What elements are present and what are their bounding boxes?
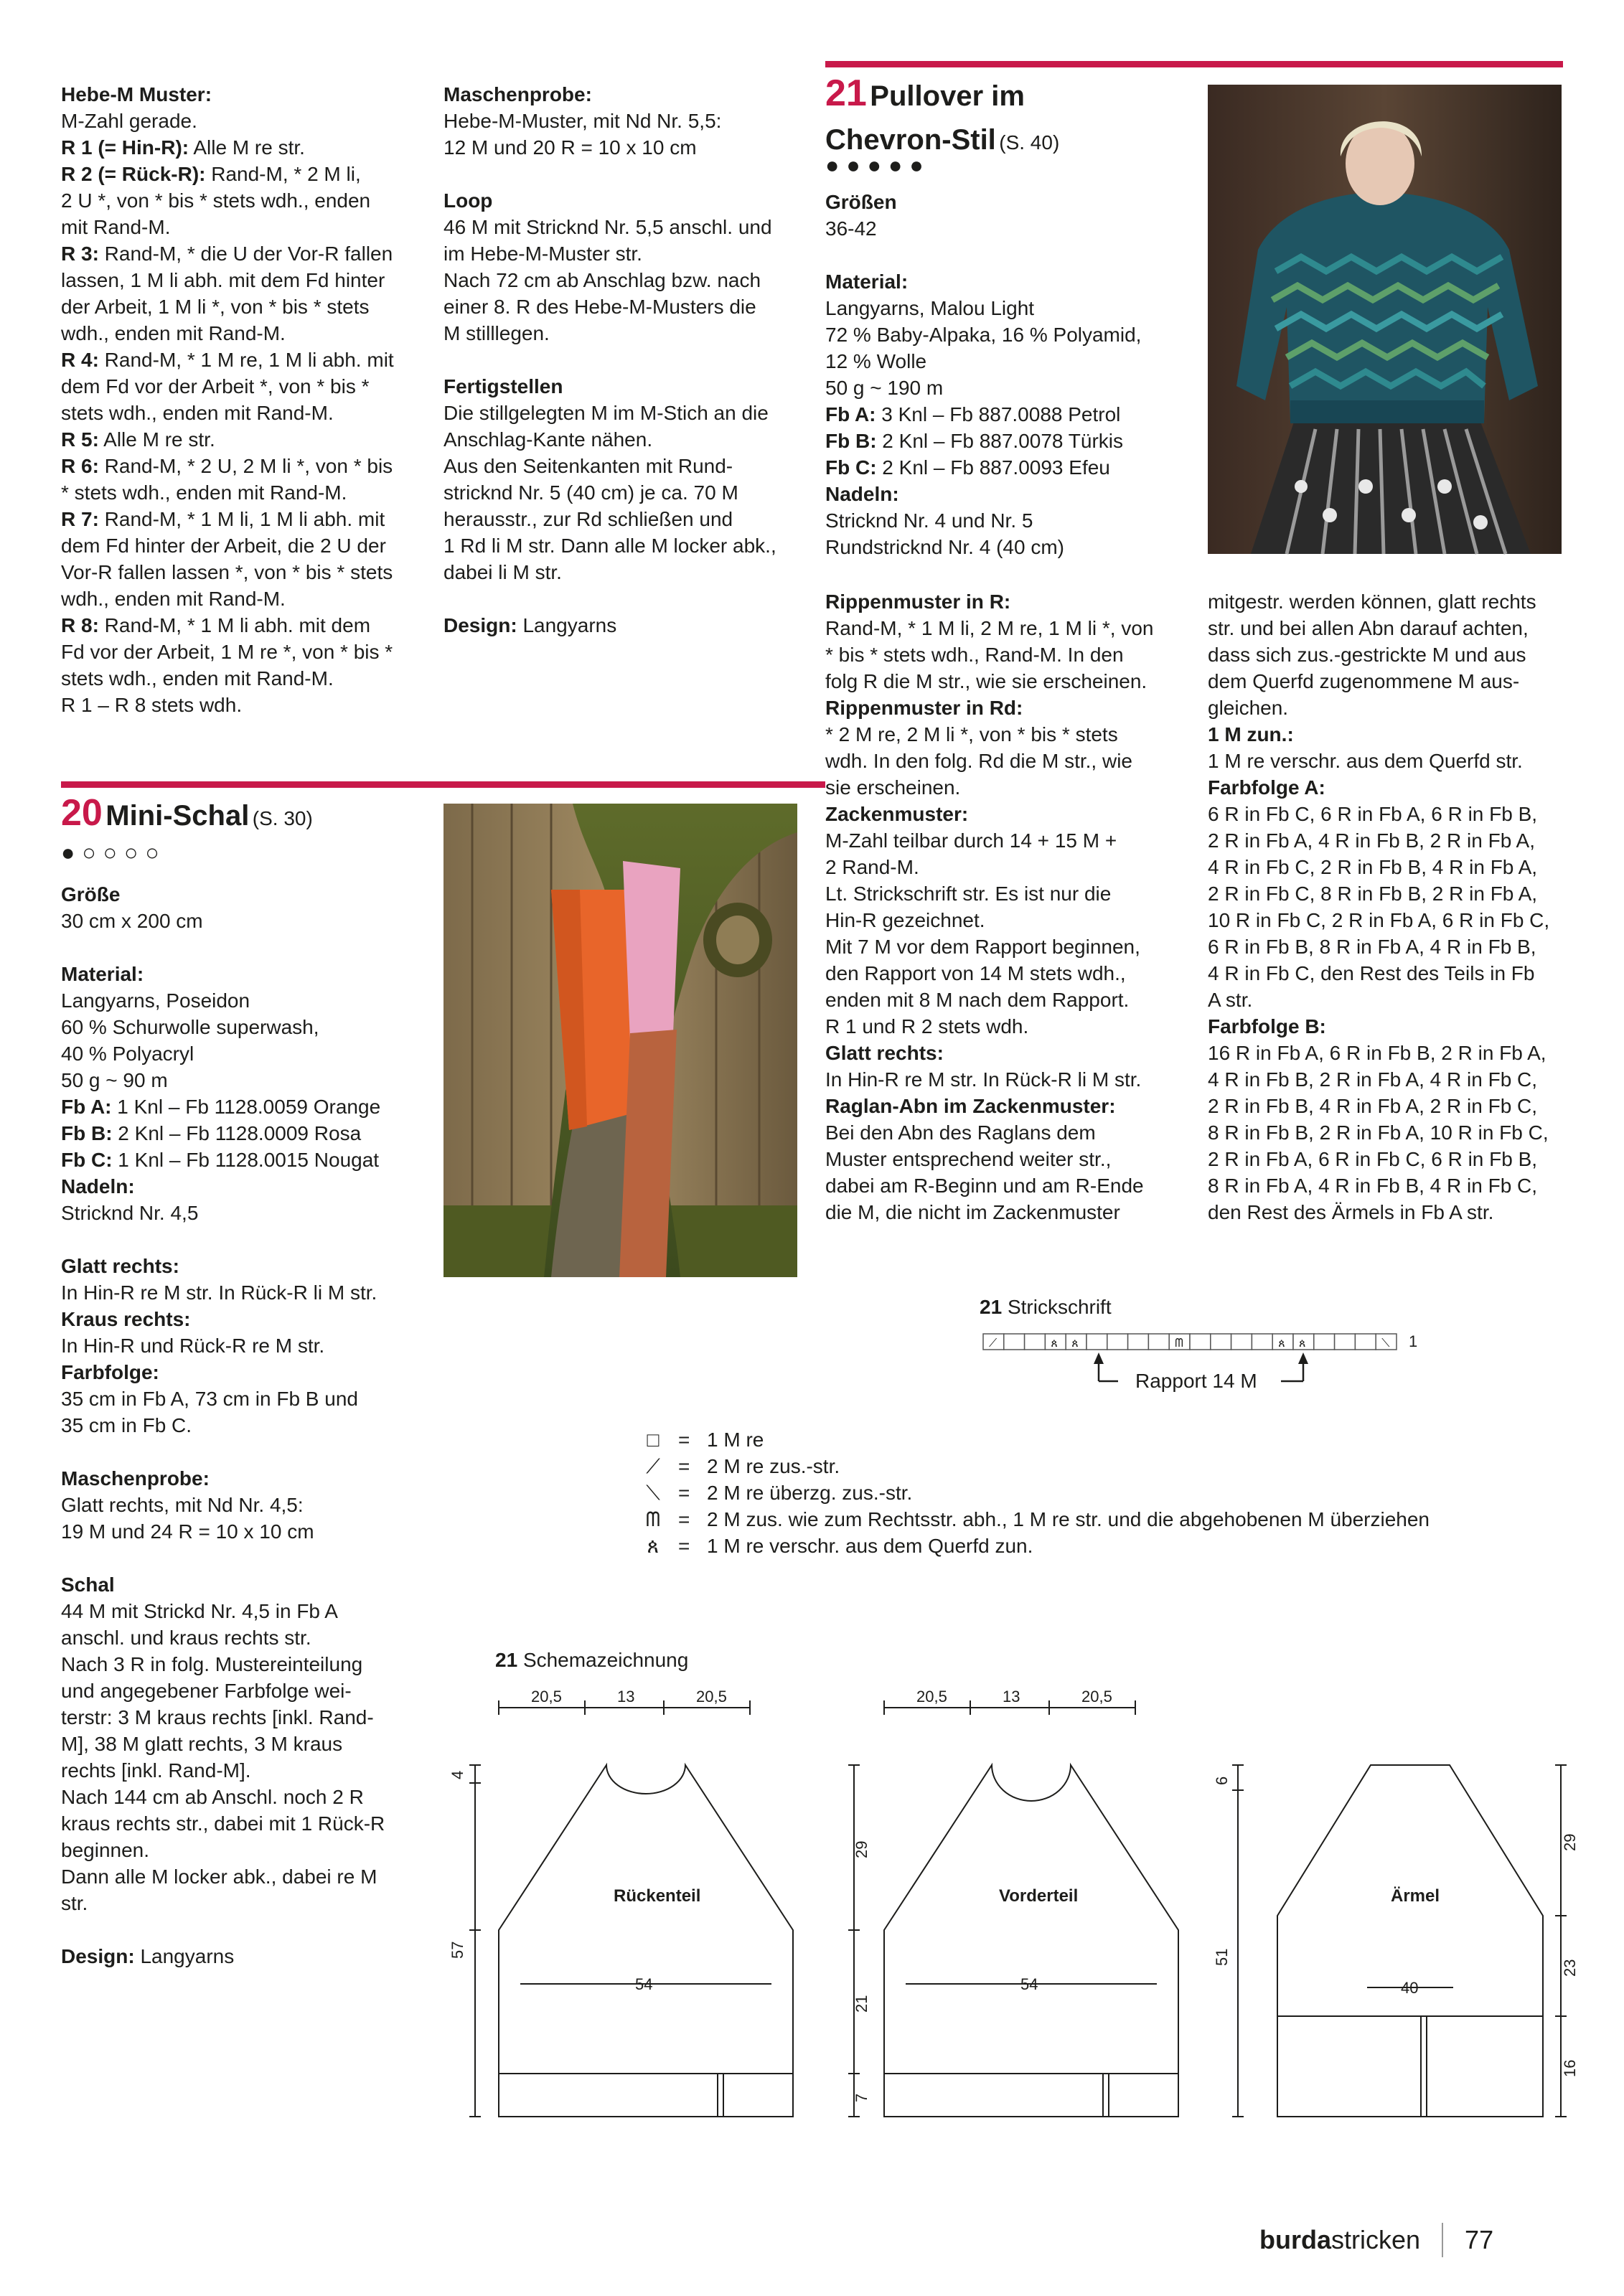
- subheading: Rippenmuster in Rd:: [825, 697, 1023, 719]
- text-line: * bis * stets wdh., Rand-M. In den: [825, 644, 1124, 666]
- legend-row: ᗰ = 2 M zus. wie zum Rechtsstr. abh., 1 M re str. und die abgehobenen M überziehen: [628, 1506, 1430, 1533]
- text-line: folg R die M str., wie sie erscheinen.: [825, 670, 1147, 692]
- dim-cuff: 16: [1561, 2059, 1579, 2077]
- groessen-value: 36-42: [825, 217, 877, 240]
- material-line: 72 % Baby-Alpaka, 16 % Polyamid,: [825, 324, 1142, 346]
- front-piece: [884, 1700, 1244, 2117]
- dim-raglan: 29: [853, 1840, 870, 1858]
- text-line: In Hin-R re M str. In Rück-R li M str.: [825, 1068, 1142, 1091]
- dim-rib: 7: [853, 2093, 870, 2102]
- rapport-label: Rapport 14 M: [1135, 1370, 1257, 1392]
- hebe-line: 2 U *, von * bis * stets wdh., enden: [61, 189, 371, 212]
- text-line: enden mit 8 M nach dem Rapport.: [825, 989, 1130, 1011]
- schal-line: rechts [inkl. Rand-M].: [61, 1759, 251, 1782]
- text-line: dem Querfd zugenommene M aus-: [1208, 670, 1520, 692]
- hebe-line: * stets wdh., enden mit Rand-M.: [61, 481, 347, 504]
- dim-top-left: 20,5: [916, 1688, 947, 1705]
- dim-width: 54: [635, 1975, 653, 1993]
- material-line: 50 g ~ 90 m: [61, 1069, 168, 1091]
- hebe-line: wdh., enden mit Rand-M.: [61, 322, 286, 344]
- section-20-text: [61, 881, 434, 1970]
- dim-width: 40: [1401, 1979, 1419, 1997]
- legend-text: 2 M re zus.-str.: [707, 1455, 840, 1477]
- text-line: 6 R in Fb C, 6 R in Fb A, 6 R in Fb B,: [1208, 803, 1538, 825]
- section-21-patterns: [825, 588, 1191, 1225]
- symbol-legend: [628, 1426, 1430, 1559]
- hebe-line: der Arbeit, 1 M li *, von * bis * stets: [61, 296, 370, 318]
- maschenprobe-title: Maschenprobe:: [443, 83, 592, 105]
- dim-width: 54: [1020, 1975, 1038, 1993]
- legend-symbol: ⟋: [646, 1455, 660, 1477]
- front-label: Vorderteil: [999, 1886, 1079, 1906]
- chart-symbol: ጰ: [1051, 1337, 1058, 1350]
- hebe-line: Vor-R fallen lassen *, von * bis * stets: [61, 561, 393, 583]
- hebe-line: stets wdh., enden mit Rand-M.: [61, 402, 334, 424]
- chart-symbol: ⟋: [989, 1337, 998, 1350]
- schal-line: beginnen.: [61, 1839, 150, 1861]
- text-line: * 2 M re, 2 M li *, von * bis * stets: [825, 723, 1118, 745]
- mp-line: Glatt rechts, mit Nd Nr. 4,5:: [61, 1494, 304, 1516]
- fertig-line: dabei li M str.: [443, 561, 562, 583]
- section-21-rule: [825, 61, 1563, 67]
- text-line: str. und bei allen Abn darauf achten,: [1208, 617, 1529, 639]
- fertig-line: Aus den Seitenkanten mit Rund-: [443, 455, 733, 477]
- subheading: Raglan-Abn im Zackenmuster:: [825, 1095, 1116, 1117]
- hebe-line: R 6: Rand-M, * 2 U, 2 M li *, von * bis: [61, 455, 393, 477]
- loop-line: Nach 72 cm ab Anschlag bzw. nach: [443, 269, 761, 291]
- groesse-title: Größe: [61, 883, 121, 905]
- material-line: 12 % Wolle: [825, 350, 927, 372]
- section-21-color-sequences: [1208, 588, 1574, 1225]
- hebe-line: stets wdh., enden mit Rand-M.: [61, 667, 334, 690]
- fertig-line: stricknd Nr. 5 (40 cm) je ca. 70 M: [443, 481, 738, 504]
- subheading: 1 M zun.:: [1208, 723, 1294, 745]
- back-label: Rückenteil: [614, 1886, 701, 1906]
- strickschrift-caption: 21 Strickschrift: [980, 1296, 1112, 1318]
- text-line: 2 R in Fb B, 4 R in Fb A, 2 R in Fb C,: [1208, 1095, 1538, 1117]
- legend-text: 2 M re überzg. zus.-str.: [707, 1482, 913, 1504]
- back-piece: [469, 1700, 860, 2117]
- schal-title: Schal: [61, 1573, 115, 1596]
- groessen-title: Größen: [825, 191, 897, 213]
- dim-top-right: 20,5: [696, 1688, 727, 1705]
- text-line: 4 R in Fb C, 2 R in Fb B, 4 R in Fb A,: [1208, 856, 1538, 878]
- fertig-line: herausstr., zur Rd schließen und: [443, 508, 733, 530]
- text-line: mitgestr. werden können, glatt rechts: [1208, 591, 1536, 613]
- text-line: 2 R in Fb A, 6 R in Fb C, 6 R in Fb B,: [1208, 1148, 1538, 1170]
- material-lines: [825, 295, 1184, 401]
- material-line: Langyarns, Malou Light: [825, 297, 1035, 319]
- dim-neck: 6: [1213, 1776, 1231, 1785]
- text-line: Bei den Abn des Raglans dem: [825, 1121, 1096, 1144]
- dim-raglan: 29: [1561, 1833, 1579, 1851]
- text-line: Lt. Strickschrift str. Es ist nur die: [825, 883, 1112, 905]
- color-list: [825, 401, 1184, 481]
- color-line: Fb A: 3 Knl – Fb 887.0088 Petrol: [825, 403, 1121, 425]
- design-line: Design: Langyarns: [443, 614, 617, 636]
- schal-line: str.: [61, 1892, 88, 1914]
- text-line: 4 R in Fb B, 2 R in Fb A, 4 R in Fb C,: [1208, 1068, 1538, 1091]
- kraus-value: In Hin-R und Rück-R re M str.: [61, 1335, 325, 1357]
- dim-top-right: 20,5: [1081, 1688, 1112, 1705]
- section-21-materials: [825, 189, 1184, 560]
- color-line: Fb A: 1 Knl – Fb 1128.0059 Orange: [61, 1096, 381, 1118]
- legend-row: □ = 1 M re: [628, 1426, 1430, 1453]
- schal-line: M], 38 M glatt rechts, 3 M kraus: [61, 1733, 343, 1755]
- sleeve-label: Ärmel: [1391, 1886, 1440, 1906]
- maschenprobe-line: Hebe-M-Muster, mit Nd Nr. 5,5:: [443, 110, 722, 132]
- loop-lines: [443, 214, 817, 347]
- color-line: Fb B: 2 Knl – Fb 1128.0009 Rosa: [61, 1122, 362, 1144]
- hebe-line: mit Rand-M.: [61, 216, 171, 238]
- hebe-line: R 5: Alle M re str.: [61, 428, 215, 451]
- brand-name: burdastricken: [1259, 2225, 1421, 2254]
- material-title: Material:: [825, 270, 909, 293]
- material-line: Langyarns, Poseidon: [61, 989, 250, 1012]
- nadeln-line: Stricknd Nr. 4 und Nr. 5: [825, 509, 1033, 532]
- loop-line: einer 8. R des Hebe-M-Musters die: [443, 296, 756, 318]
- fertig-line: Anschlag-Kante nähen.: [443, 428, 653, 451]
- text-line: 8 R in Fb B, 2 R in Fb A, 10 R in Fb C,: [1208, 1121, 1549, 1144]
- footer-divider: [1442, 2223, 1443, 2257]
- subheading: Farbfolge A:: [1208, 776, 1325, 799]
- legend-text: 1 M re verschr. aus dem Querfd zun.: [707, 1535, 1033, 1557]
- chart-symbol: ጰ: [1071, 1337, 1079, 1350]
- text-line: R 1 und R 2 stets wdh.: [825, 1015, 1029, 1038]
- color-list: [61, 1093, 434, 1173]
- dim-top-left: 20,5: [531, 1688, 562, 1705]
- design-line: Design: Langyarns: [61, 1945, 235, 1967]
- nadeln-value: Stricknd Nr. 4,5: [61, 1202, 199, 1224]
- hebe-line: R 1 – R 8 stets wdh.: [61, 694, 243, 716]
- schal-line: Nach 144 cm ab Anschl. noch 2 R: [61, 1786, 364, 1808]
- text-line: Muster entsprechend weiter str.,: [825, 1148, 1112, 1170]
- legend-symbol: ጰ: [647, 1535, 660, 1557]
- material-line: 60 % Schurwolle superwash,: [61, 1016, 319, 1038]
- nadeln-title: Nadeln:: [61, 1175, 135, 1198]
- glatt-value: In Hin-R re M str. In Rück-R li M str.: [61, 1281, 377, 1304]
- legend-text: 1 M re: [707, 1429, 764, 1451]
- sweater-photo: [1208, 85, 1562, 554]
- text-line: Mit 7 M vor dem Rapport beginnen,: [825, 936, 1140, 958]
- dim-top-mid: 13: [617, 1688, 635, 1705]
- hebe-line: R 1 (= Hin-R): Alle M re str.: [61, 136, 305, 159]
- material-lines: [61, 987, 434, 1093]
- text-line: wdh. In den folg. Rd die M str., wie: [825, 750, 1132, 772]
- text-line: Hin-R gezeichnet.: [825, 909, 985, 931]
- subheading: Rippenmuster in R:: [825, 591, 1011, 613]
- text-line: 8 R in Fb A, 4 R in Fb B, 4 R in Fb C,: [1208, 1175, 1538, 1197]
- text-line: sie erscheinen.: [825, 776, 961, 799]
- hebe-line: lassen, 1 M li abh. mit dem Fd hinter: [61, 269, 385, 291]
- chart-symbol: ጰ: [1299, 1337, 1306, 1350]
- page-number: 77: [1465, 2225, 1494, 2254]
- schema-caption: 21 Schemazeichnung: [495, 1649, 689, 1671]
- sleeve-piece: [1277, 1765, 1567, 2117]
- loop-line: 46 M mit Stricknd Nr. 5,5 anschl. und: [443, 216, 772, 238]
- mp-line: 19 M und 24 R = 10 x 10 cm: [61, 1520, 314, 1543]
- loop-title: Loop: [443, 189, 493, 212]
- text-line: M-Zahl teilbar durch 14 + 15 M +: [825, 829, 1117, 852]
- difficulty-rating: ●○○○○: [61, 839, 166, 865]
- glatt-title: Glatt rechts:: [61, 1255, 179, 1277]
- dim-top-mid: 13: [1003, 1688, 1020, 1705]
- hebe-lines: [61, 108, 420, 718]
- section-20-title: 20 Mini-Schal (S. 30): [61, 792, 313, 834]
- text-line: 6 R in Fb B, 8 R in Fb A, 4 R in Fb B,: [1208, 936, 1536, 958]
- fertig-title: Fertigstellen: [443, 375, 563, 397]
- text-line: den Rapport von 14 M stets wdh.,: [825, 962, 1126, 984]
- color-line: Fb C: 2 Knl – Fb 887.0093 Efeu: [825, 456, 1110, 479]
- hebe-line: R 2 (= Rück-R): Rand-M, * 2 M li,: [61, 163, 361, 185]
- text-line: 1 M re verschr. aus dem Querfd str.: [1208, 750, 1523, 772]
- text-line: 2 R in Fb C, 8 R in Fb B, 2 R in Fb A,: [1208, 883, 1538, 905]
- fertig-line: Die stillgelegten M im M-Stich an die: [443, 402, 769, 424]
- legend-row: ጰ = 1 M re verschr. aus dem Querfd zun.: [628, 1533, 1430, 1559]
- dim-height: 51: [1213, 1948, 1231, 1966]
- color-line: Fb C: 1 Knl – Fb 1128.0015 Nougat: [61, 1149, 380, 1171]
- hebe-line: dem Fd hinter der Arbeit, die 2 U der: [61, 535, 386, 557]
- kraus-title: Kraus rechts:: [61, 1308, 191, 1330]
- text-line: 2 Rand-M.: [825, 856, 919, 878]
- material-line: 40 % Polyacryl: [61, 1043, 194, 1065]
- text-line: A str.: [1208, 989, 1253, 1011]
- nadeln-line: Rundstricknd Nr. 4 (40 cm): [825, 536, 1064, 558]
- hebe-line: wdh., enden mit Rand-M.: [61, 588, 286, 610]
- schal-line: anschl. und kraus rechts str.: [61, 1627, 311, 1649]
- loop-line: M stilllegen.: [443, 322, 550, 344]
- loop-line: im Hebe-M-Muster str.: [443, 243, 642, 265]
- text-line: Rand-M, * 1 M li, 2 M re, 1 M li *, von: [825, 617, 1154, 639]
- text-line: die M, die nicht im Zackenmuster: [825, 1201, 1120, 1223]
- legend-symbol: ⟍: [646, 1482, 660, 1504]
- schal-line: terstr: 3 M kraus rechts [inkl. Rand-: [61, 1706, 374, 1728]
- hebe-line: R 8: Rand-M, * 1 M li abh. mit dem: [61, 614, 371, 636]
- farbfolge-title: Farbfolge:: [61, 1361, 159, 1383]
- schal-line: kraus rechts str., dabei mit 1 Rück-R: [61, 1812, 385, 1835]
- schal-line: 44 M mit Strickd Nr. 4,5 in Fb A: [61, 1600, 338, 1622]
- col2-loop-instructions: [443, 81, 817, 639]
- schematic-drawing: [449, 1686, 1579, 2145]
- nadeln-title: Nadeln:: [825, 483, 899, 505]
- maschenprobe-line: 12 M und 20 R = 10 x 10 cm: [443, 136, 697, 159]
- text-line: 10 R in Fb C, 2 R in Fb A, 6 R in Fb C,: [1208, 909, 1550, 931]
- dim-height: 57: [449, 1941, 466, 1959]
- chart-symbol: ⟍: [1381, 1337, 1390, 1350]
- dim-neck: 4: [449, 1770, 466, 1779]
- text-line: dass sich zus.-gestrickte M und aus: [1208, 644, 1526, 666]
- subheading: Zackenmuster:: [825, 803, 969, 825]
- groesse-value: 30 cm x 200 cm: [61, 910, 203, 932]
- legend-symbol: □: [647, 1429, 660, 1451]
- dim-body: 21: [853, 1995, 870, 2013]
- legend-row: ⟋ = 2 M re zus.-str.: [628, 1453, 1430, 1479]
- legend-text: 2 M zus. wie zum Rechtsstr. abh., 1 M re str. und die abgehobenen M überziehen: [707, 1508, 1430, 1530]
- hebe-line: M-Zahl gerade.: [61, 110, 197, 132]
- section-21-title: 21 Pullover im Chevron-Stil (S. 40): [825, 72, 1060, 156]
- material-title: Material:: [61, 963, 144, 985]
- scarf-photo: [443, 804, 797, 1277]
- text-line: dabei am R-Beginn und am R-Ende: [825, 1175, 1144, 1197]
- hebe-line: R 7: Rand-M, * 1 M li, 1 M li abh. mit: [61, 508, 385, 530]
- section-20-rule: [61, 781, 825, 788]
- farbfolge-line: 35 cm in Fb C.: [61, 1414, 192, 1436]
- color-line: Fb B: 2 Knl – Fb 887.0078 Türkis: [825, 430, 1123, 452]
- legend-row: ⟍ = 2 M re überzg. zus.-str.: [628, 1479, 1430, 1506]
- text-line: 4 R in Fb C, den Rest des Teils in Fb: [1208, 962, 1535, 984]
- legend-symbol: ᗰ: [645, 1508, 661, 1530]
- text-line: 16 R in Fb A, 6 R in Fb B, 2 R in Fb A,: [1208, 1042, 1546, 1064]
- text-line: 2 R in Fb A, 4 R in Fb B, 2 R in Fb A,: [1208, 829, 1535, 852]
- fertig-line: 1 Rd li M str. Dann alle M locker abk.,: [443, 535, 776, 557]
- hebe-line: R 4: Rand-M, * 1 M re, 1 M li abh. mit: [61, 349, 394, 371]
- footer: [1259, 2223, 1493, 2257]
- fertig-lines: [443, 400, 817, 585]
- strickschrift-chart: [983, 1331, 1428, 1410]
- schal-line: Dann alle M locker abk., dabei re M: [61, 1866, 377, 1888]
- subheading: Farbfolge B:: [1208, 1015, 1326, 1038]
- material-line: 50 g ~ 190 m: [825, 377, 944, 399]
- row-number: 1: [1409, 1332, 1418, 1350]
- subheading: Glatt rechts:: [825, 1042, 944, 1064]
- chart-symbol: ᗰ: [1175, 1337, 1183, 1350]
- hebe-line: dem Fd vor der Arbeit *, von * bis *: [61, 375, 370, 397]
- dim-mid: 23: [1561, 1959, 1579, 1977]
- schal-line: und angegebener Farbfolge wei-: [61, 1680, 352, 1702]
- col1-hebe-pattern: [61, 81, 420, 718]
- farbfolge-line: 35 cm in Fb A, 73 cm in Fb B und: [61, 1388, 358, 1410]
- hebe-line: Fd vor der Arbeit, 1 M re *, von * bis *: [61, 641, 393, 663]
- mp-title: Maschenprobe:: [61, 1467, 210, 1490]
- text-line: gleichen.: [1208, 697, 1289, 719]
- schal-line: Nach 3 R in folg. Mustereinteilung: [61, 1653, 363, 1675]
- hebe-line: R 3: Rand-M, * die U der Vor-R fallen: [61, 243, 393, 265]
- text-line: den Rest des Ärmels in Fb A str.: [1208, 1201, 1494, 1223]
- hebe-title: Hebe-M Muster:: [61, 83, 212, 105]
- chart-symbol: ጰ: [1278, 1337, 1285, 1350]
- schal-lines: [61, 1598, 434, 1916]
- difficulty-rating: ●●●●●: [825, 152, 931, 178]
